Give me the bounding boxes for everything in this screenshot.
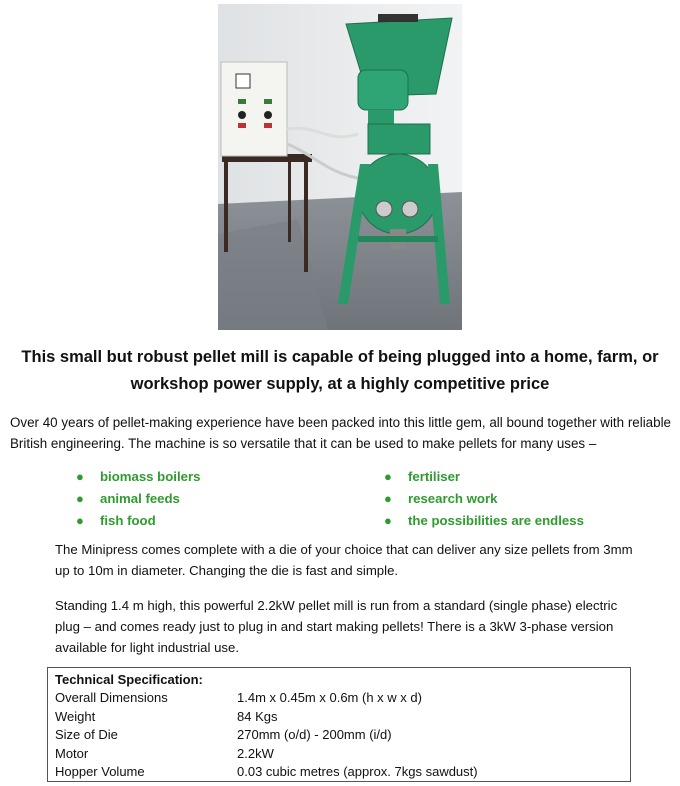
spec-row	[55, 726, 630, 745]
list-item: ● research work	[384, 488, 584, 510]
bullet-icon: ●	[384, 513, 392, 528]
bullet-icon: ●	[384, 469, 392, 484]
product-photo	[218, 4, 462, 330]
pellet-mill-illustration	[218, 4, 462, 330]
spec-row	[55, 763, 630, 782]
bullet-icon: ●	[76, 513, 84, 528]
spec-label: Weight	[55, 708, 96, 724]
spec-row	[55, 745, 630, 764]
list-item: ● animal feeds	[76, 488, 200, 510]
spec-label: Motor	[55, 745, 89, 761]
power-paragraph: Standing 1.4 m high, this powerful 2.2kW pellet mill is run from a standard (single phase) electric plug – and comes ready just to plug in and start making pellets! There is a 3kW 3-phase version available for light industrial use.	[55, 598, 618, 655]
list-item: ● fish food	[76, 510, 200, 532]
list-item: ● biomass boilers	[76, 466, 200, 488]
spec-row	[55, 689, 630, 708]
spec-row	[55, 708, 630, 727]
spec-box	[47, 667, 631, 782]
spec-value: 84 Kgs	[237, 708, 278, 724]
uses-list-left	[76, 466, 200, 532]
bullet-icon: ●	[76, 469, 84, 484]
list-item: ● the possibilities are endless	[384, 510, 584, 532]
spec-value: 2.2kW	[237, 745, 274, 761]
intro-paragraph: Over 40 years of pellet-making experience have been packed into this little gem, all bound together with reliable British engineering. The machine is so versatile that it can be used to make pellets for many uses –	[10, 415, 671, 451]
spec-value: 0.03 cubic metres (approx. 7kgs sawdust)	[237, 764, 478, 779]
list-item: ● fertiliser	[384, 466, 584, 488]
uses-list-right	[384, 466, 584, 532]
die-paragraph: The Minipress comes complete with a die of your choice that can deliver any size pellets from 3mm up to 10m in diameter. Changing the die is fast and simple.	[55, 542, 633, 578]
spec-label: Overall Dimensions	[55, 690, 168, 705]
spec-title: Technical Specification:	[55, 672, 203, 687]
spec-label: Hopper Volume	[55, 764, 145, 779]
spec-value: 1.4m x 0.45m x 0.6m (h x w x d)	[237, 690, 422, 705]
bullet-icon: ●	[384, 491, 392, 506]
spec-value: 270mm (o/d) - 200mm (i/d)	[237, 727, 392, 742]
spec-label: Size of Die	[55, 727, 118, 742]
bullet-icon: ●	[76, 491, 84, 506]
headline: This small but robust pellet mill is capable of being plugged into a home, farm, or workshop power supply, at a highly competitive price	[21, 348, 659, 393]
